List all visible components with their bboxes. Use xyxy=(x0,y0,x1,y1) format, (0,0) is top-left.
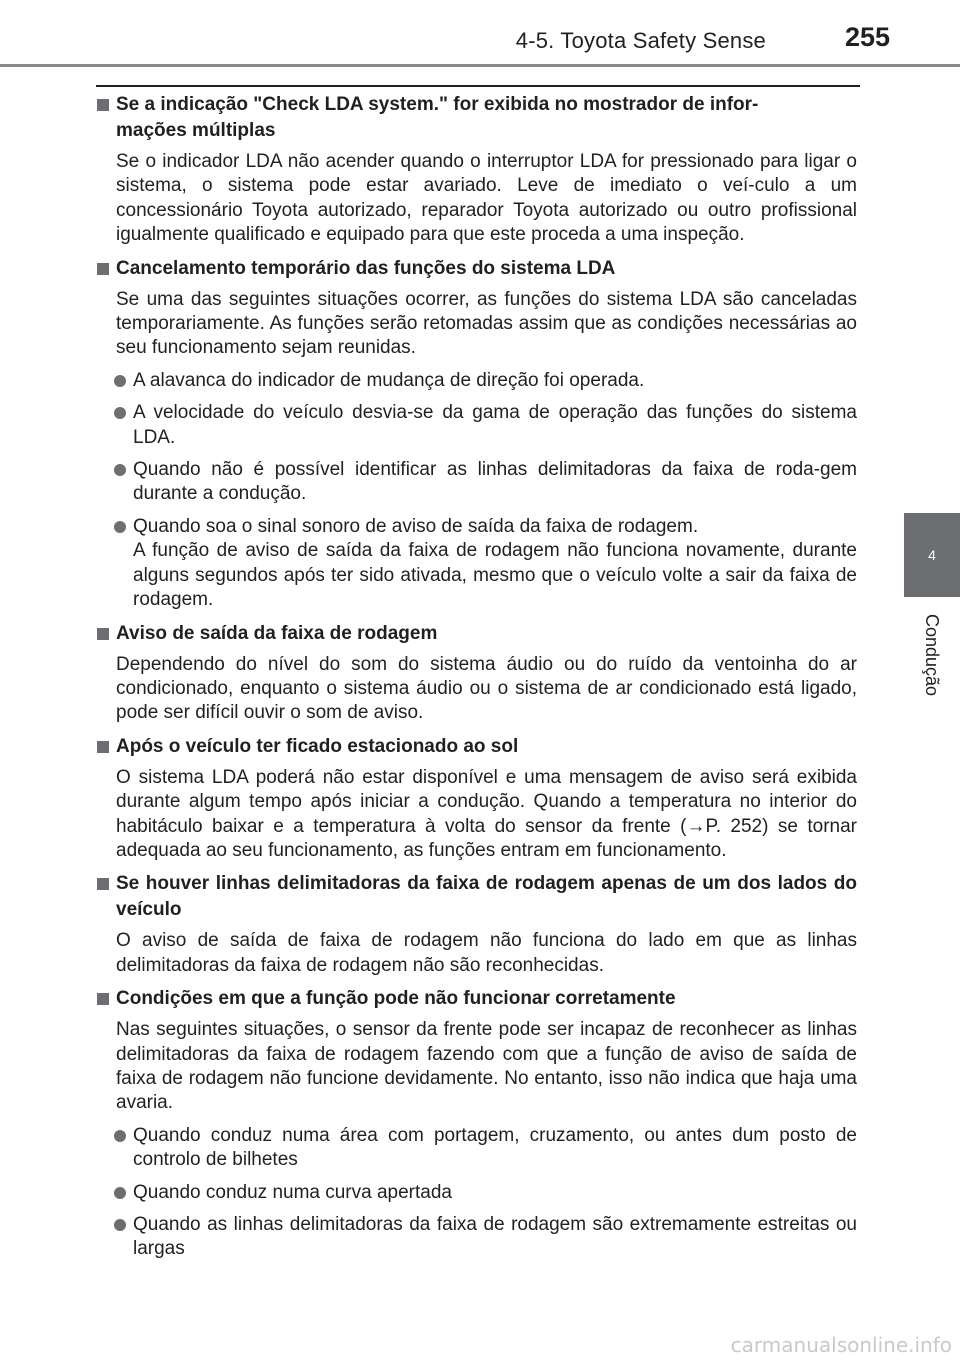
list-item xyxy=(97,458,857,507)
list-item xyxy=(97,1213,857,1262)
page-content xyxy=(97,92,857,1270)
section-heading-text: Após o veículo ter ficado estacionado ao sol xyxy=(116,735,519,757)
section-heading-text: Aviso de saída da faixa de rodagem xyxy=(116,622,438,644)
section-heading-text: Cancelamento temporário das funções do sistema LDA xyxy=(116,257,616,279)
square-bullet-icon xyxy=(97,263,109,275)
square-bullet-icon xyxy=(97,99,109,111)
page-number: 255 xyxy=(844,22,890,52)
circle-bullet-icon xyxy=(114,407,126,419)
watermark: carmanualsonline.info xyxy=(730,1333,952,1357)
list-item xyxy=(97,401,857,450)
list-item-text: Quando conduz numa área com portagem, cruzamento, ou antes dum posto de controlo de bilhetes xyxy=(133,1124,857,1171)
section-paragraph: Se o indicador LDA não acender quando o interruptor LDA for pressionado para ligar o sistema, o sistema pode estar avariado. Leve de imediato o veí-culo a um concessionário Toyota autorizado, reparador Toyota autorizado ou outro profissional igualmente qualificado e equipado para que este proceda a uma inspeção. xyxy=(116,151,857,246)
section-heading-text: Se a indicação "Check LDA system." for exibida no mostrador de infor- mações múltiplas xyxy=(116,94,759,141)
section-paragraph: Se uma das seguintes situações ocorrer, as funções do sistema LDA são canceladas temporariamente. As funções serão retomadas assim que as condições necessárias ao seu funcionamento sejam reunidas. xyxy=(116,288,857,359)
section-heading xyxy=(97,92,857,144)
square-bullet-icon xyxy=(97,993,109,1005)
circle-bullet-icon xyxy=(114,1187,126,1199)
section-heading xyxy=(97,621,857,647)
section-heading-text: Se houver linhas delimitadoras da faixa de rodagem apenas de um dos lados do veículo xyxy=(116,873,857,921)
section-paragraph: Dependendo do nível do som do sistema áudio ou do ruído da ventoinha do ar condicionado, enquanto o sistema áudio ou o sistema de ar condicionado está ligado, pode ser difícil ouvir o som de aviso. xyxy=(116,653,857,724)
section-heading xyxy=(97,734,857,760)
section-heading xyxy=(97,871,857,923)
content-divider xyxy=(96,85,860,87)
chapter-label: Condução xyxy=(922,613,942,697)
circle-bullet-icon xyxy=(114,1219,126,1231)
circle-bullet-icon xyxy=(114,464,126,476)
list-item xyxy=(97,1124,857,1173)
square-bullet-icon xyxy=(97,628,109,640)
circle-bullet-icon xyxy=(114,1130,126,1142)
list-item xyxy=(97,1181,857,1205)
header-section-title: 4-5. Toyota Safety Sense xyxy=(515,28,766,53)
section-heading-text: Condições em que a função pode não funcionar corretamente xyxy=(116,988,676,1010)
circle-bullet-icon xyxy=(114,375,126,387)
list-item-text: Quando conduz numa curva apertada xyxy=(133,1181,452,1203)
circle-bullet-icon xyxy=(114,521,126,533)
section-paragraph: Nas seguintes situações, o sensor da frente pode ser incapaz de reconhecer as linhas delimitadoras da faixa de rodagem fazendo com que a função de aviso de saída de faixa de rodagem não funcione devidamente. No entanto, isso não indica que haja uma avaria. xyxy=(116,1019,857,1114)
list-item-text: A alavanca do indicador de mudança de direção foi operada. xyxy=(133,369,645,391)
list-item xyxy=(97,515,857,613)
header-divider xyxy=(0,64,960,67)
list-item-text: Quando as linhas delimitadoras da faixa de rodagem são extremamente estreitas ou largas xyxy=(133,1214,857,1260)
list-item-text: A velocidade do veículo desvia-se da gama de operação das funções do sistema LDA. xyxy=(133,402,857,448)
section-heading xyxy=(97,986,857,1012)
section-paragraph: O sistema LDA poderá não estar disponível e uma mensagem de aviso será exibida durante algum tempo após iniciar a condução. Quando a temperatura no interior do habitáculo baixar e a temperatura à volta do sensor da frente (→P. 252) se tornar adequada ao seu funcionamento, as funções entram em funcionamento. xyxy=(116,766,857,861)
chapter-number: 4 xyxy=(928,547,936,563)
section-heading xyxy=(97,256,857,282)
square-bullet-icon xyxy=(97,878,109,890)
square-bullet-icon xyxy=(97,741,109,753)
list-item-text: Quando não é possível identificar as linhas delimitadoras da faixa de roda-gem durante a condução. xyxy=(133,459,857,505)
section-paragraph: O aviso de saída de faixa de rodagem não funciona do lado em que as linhas delimitadoras da faixa de rodagem não são reconhecidas. xyxy=(116,930,857,976)
list-item xyxy=(97,369,857,393)
list-item-text: Quando soa o sinal sonoro de aviso de saída da faixa de rodagem. A função de aviso de saída da faixa de rodagem não funciona novamente, durante alguns segundos após ter sido ativada, mesmo que o veículo volte a sair da faixa de rodagem. xyxy=(133,515,857,611)
